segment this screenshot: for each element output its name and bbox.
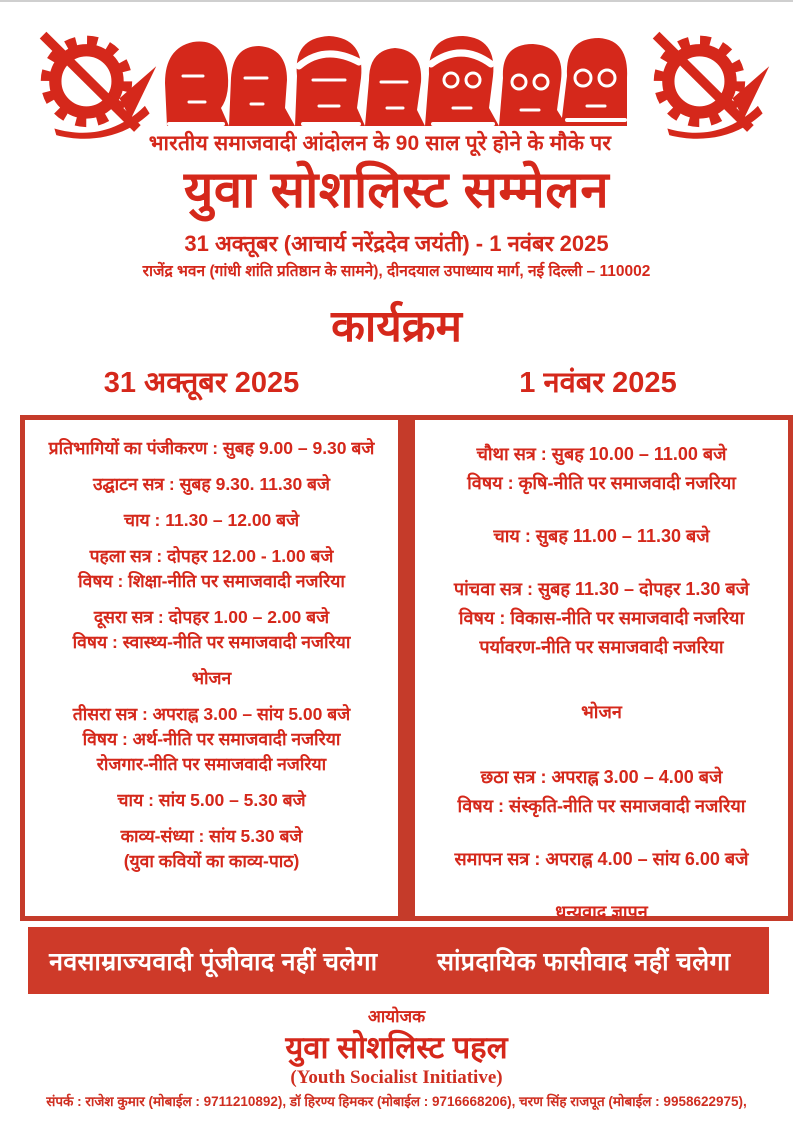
organizer-name: युवा सोशलिस्ट पहल — [285, 1030, 508, 1065]
schedule-line: छठा सत्र : अपराह्न 3.00 – 4.00 बजे — [480, 767, 723, 787]
poster-title: युवा सोशलिस्ट सम्मेलन — [183, 161, 610, 218]
schedule-line: प्रतिभागियों का पंजीकरण : सुबह 9.00 – 9.30 बजे — [48, 438, 375, 458]
schedule-line: विषय : स्वास्थ्य-नीति पर समाजवादी नजरिया — [72, 632, 351, 652]
poster-header — [0, 2, 793, 290]
date-line: 31 अक्तूबर (आचार्य नरेंद्रदेव जयंती) - 1 नवंबर 2025 — [184, 231, 609, 256]
schedule-line: विषय : अर्थ-नीति पर समाजवादी नजरिया — [82, 729, 341, 749]
schedule-line: चौथा सत्र : सुबह 10.00 – 11.00 बजे — [476, 444, 727, 464]
slogan-right: सांप्रदायिक फासीवाद नहीं चलेगा — [437, 947, 731, 976]
schedule-line: विषय : कृषि-नीति पर समाजवादी नजरिया — [467, 473, 736, 493]
day1-header: 31 अक्तूबर 2025 — [103, 367, 300, 399]
schedule-line: पर्यावरण-नीति पर समाजवादी नजरिया — [479, 637, 724, 657]
schedule-line: विषय : संस्कृति-नीति पर समाजवादी नजरिया — [457, 796, 746, 816]
schedule-line: पहला सत्र : दोपहर 12.00 - 1.00 बजे — [89, 546, 334, 566]
schedule-line: भोजन — [581, 702, 622, 722]
day2-schedule-box — [403, 415, 793, 921]
program-heading: कार्यक्रम — [331, 302, 462, 351]
slogan-left: नवसाम्राज्यवादी पूंजीवाद नहीं चलेगा — [49, 947, 378, 976]
leaders-portraits-illustration — [163, 28, 629, 130]
day2-header: 1 नवंबर 2025 — [519, 367, 677, 399]
organizer-label: आयोजक — [367, 1007, 426, 1026]
schedule-line: उद्घाटन सत्र : सुबह 9.30. 11.30 बजे — [92, 474, 331, 494]
slogan-banner — [28, 927, 769, 994]
schedule-line: रोजगार-नीति पर समाजवादी नजरिया — [96, 754, 327, 774]
organizer-name-english: (Youth Socialist Initiative) — [290, 1067, 503, 1088]
schedule-line: चाय : सांय 5.00 – 5.30 बजे — [117, 790, 306, 810]
schedule-line: दूसरा सत्र : दोपहर 1.00 – 2.00 बजे — [93, 607, 330, 627]
schedule-line: (युवा कवियों का काव्य-पाठ) — [123, 851, 300, 871]
schedule-line: पांचवा सत्र : सुबह 11.30 – दोपहर 1.30 बजे — [453, 579, 750, 599]
poster-footer — [0, 1006, 793, 1112]
schedule-line: तीसरा सत्र : अपराह्न 3.00 – सांय 5.00 बजे — [72, 704, 351, 724]
schedule-line: धन्यवाद ज्ञापन — [555, 902, 648, 922]
schedule-line: भोजन — [191, 668, 232, 688]
schedule-line: चाय : 11.30 – 12.00 बजे — [123, 510, 300, 530]
contact-line: संपर्क : राजेश कुमार (मोबाईल : 9711210892), डॉ हिरण्य हिमकर (मोबाईल : 9716668206), चरण सिंह राजपूत (मोबाईल : 9958622975), — [46, 1094, 747, 1109]
schedule-boxes — [0, 415, 793, 921]
schedule-line: काव्य-संध्या : सांय 5.30 बजे — [120, 826, 303, 846]
schedule-line: विषय : विकास-नीति पर समाजवादी नजरिया — [458, 608, 745, 628]
venue-line: राजेंद्र भवन (गांधी शांति प्रतिष्ठान के सामने), दीनदयाल उपाध्याय मार्ग, नई दिल्ली – 110002 — [142, 263, 651, 280]
day1-schedule-box — [20, 415, 403, 921]
schedule-line: समापन सत्र : अपराह्न 4.00 – सांय 6.00 बजे — [454, 849, 749, 869]
day-headers — [0, 362, 793, 401]
schedule-line: विषय : शिक्षा-नीति पर समाजवादी नजरिया — [78, 571, 345, 591]
occasion-line: भारतीय समाजवादी आंदोलन के 90 साल पूरे होने के मौके पर — [148, 132, 612, 155]
schedule-line: चाय : सुबह 11.00 – 11.30 बजे — [493, 526, 710, 546]
